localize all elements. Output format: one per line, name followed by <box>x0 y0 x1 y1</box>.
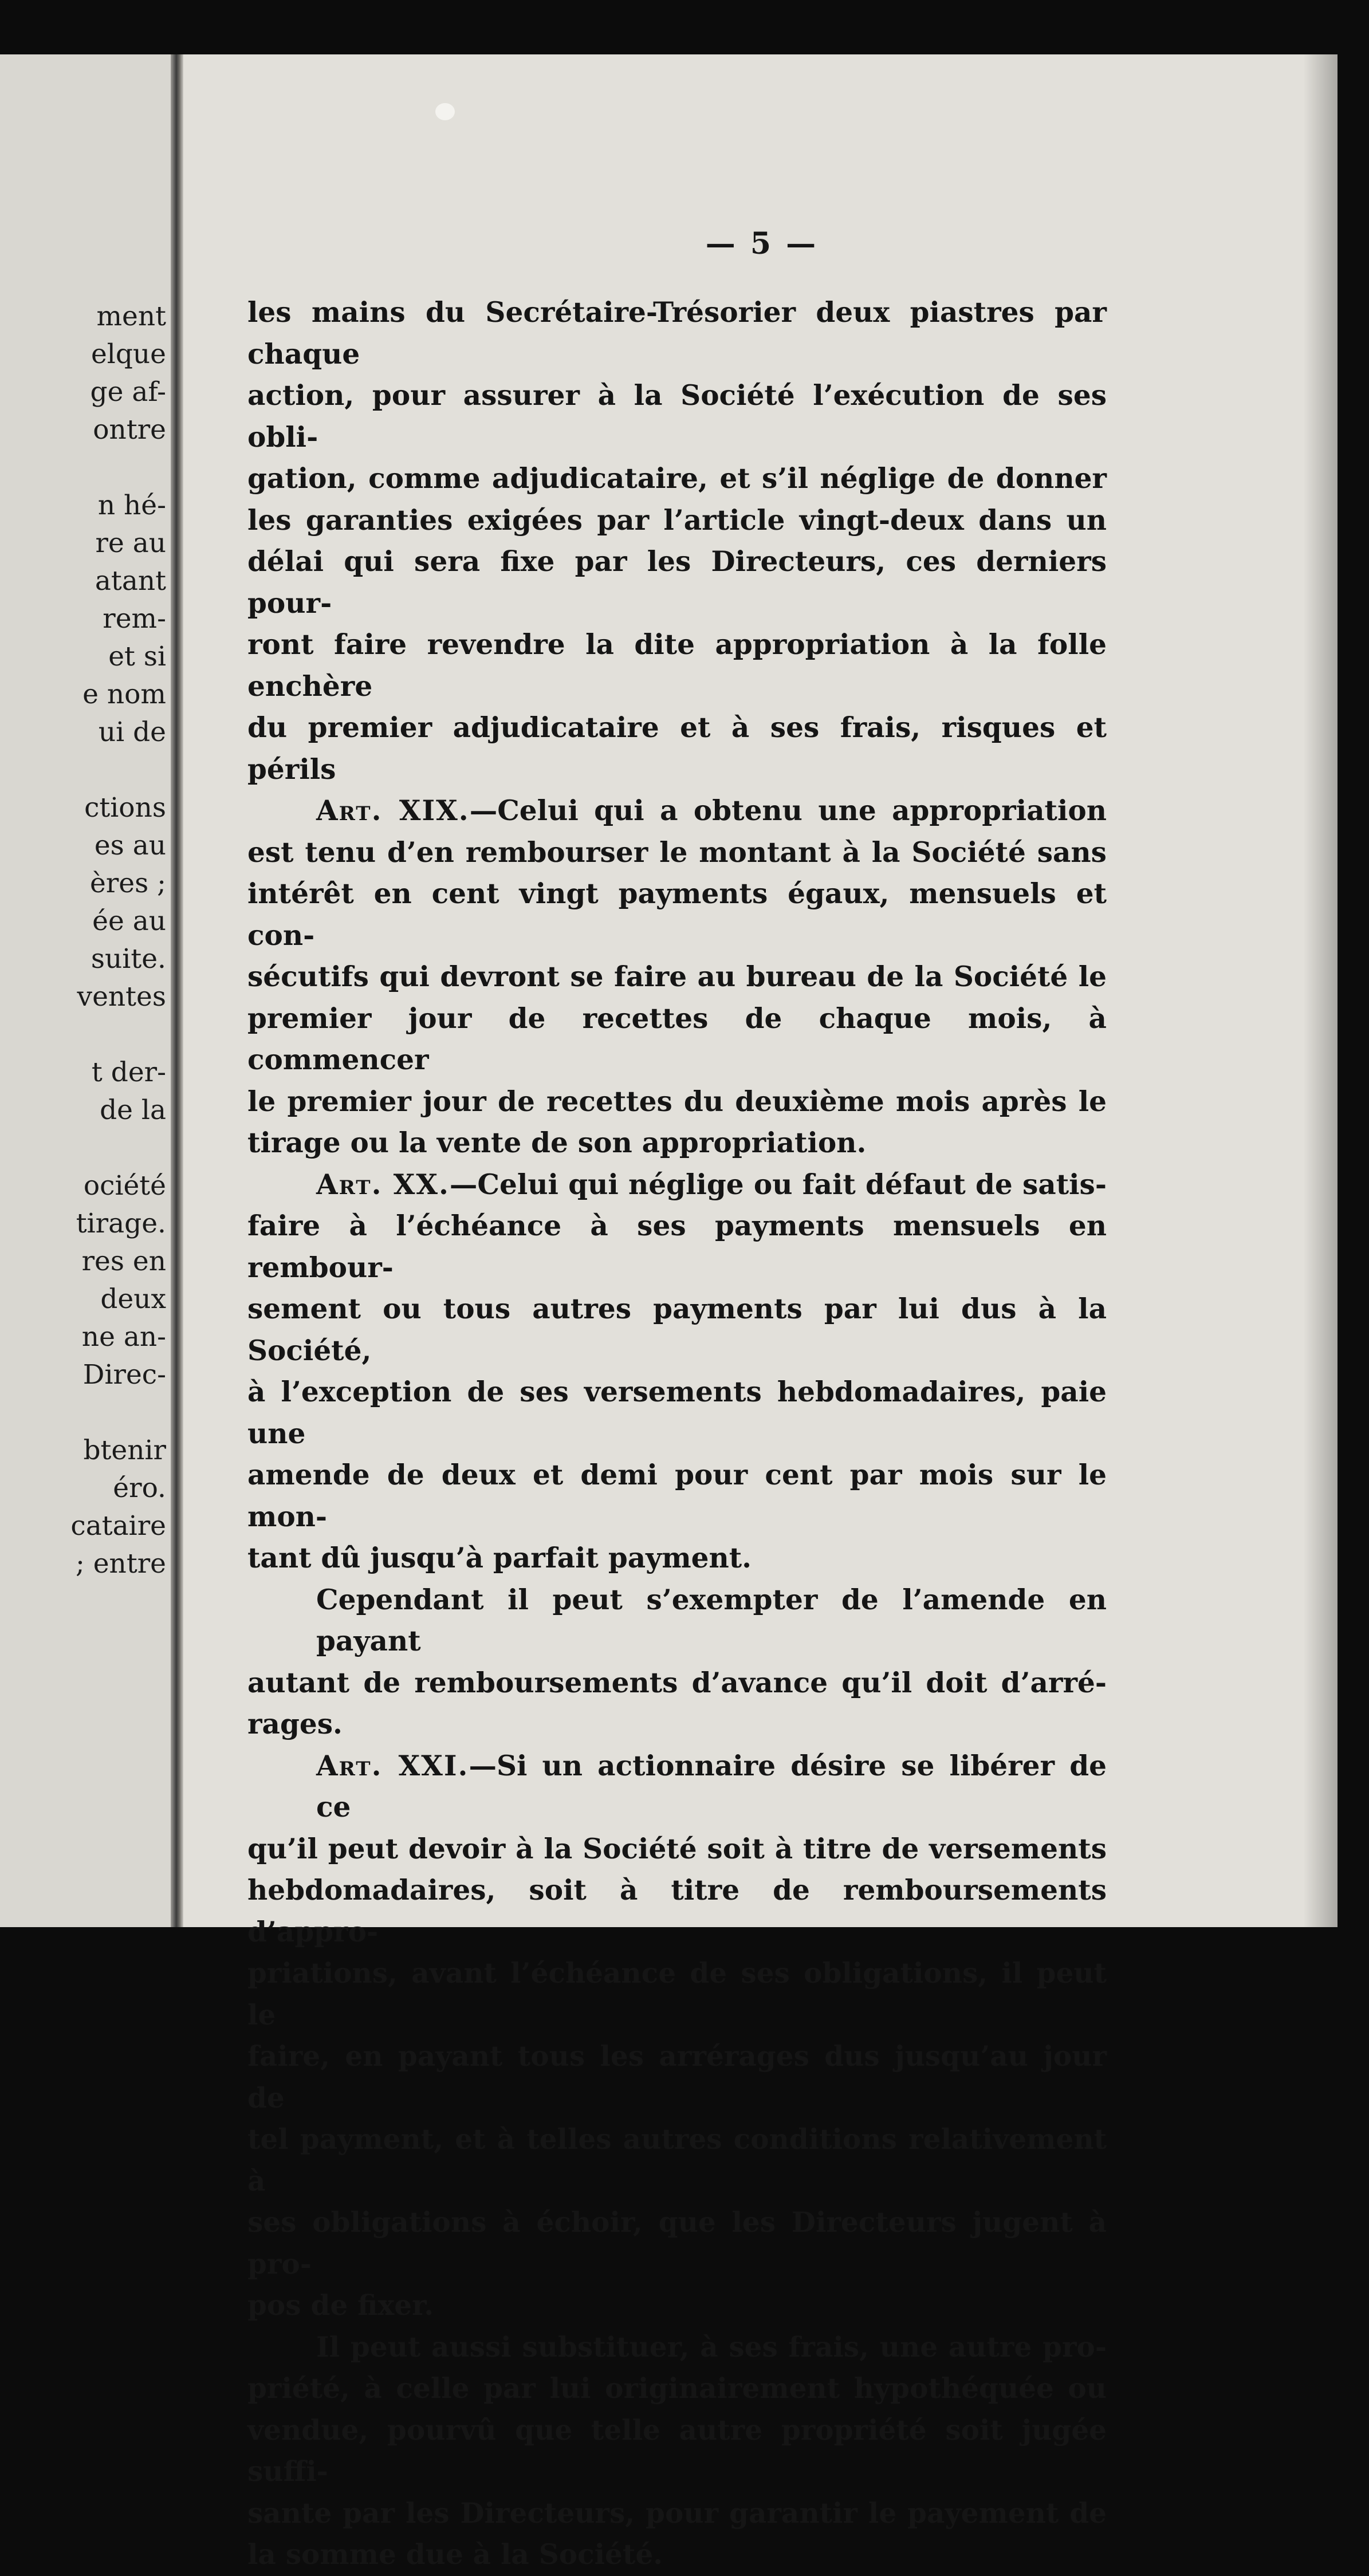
page-number: — 5 — <box>705 226 819 261</box>
text-line: du premier adjudicataire et à ses frais, risques et périls <box>247 711 1107 786</box>
left-page-fragment: deux <box>100 1283 166 1315</box>
text-line <box>247 790 1107 832</box>
text-line: gation, comme adjudicataire, et s’il néglige de donner <box>247 462 1107 495</box>
left-page-fragment: suite. <box>91 943 166 975</box>
right-page <box>183 54 1337 2571</box>
paragraph <box>247 292 1107 790</box>
left-page-fragment: ctions <box>84 792 166 824</box>
left-page-fragment: ée au <box>92 905 166 937</box>
text-line: hebdomadaires, soit à titre de remboursements d’appro- <box>247 1874 1107 1948</box>
left-page-fragment: t der- <box>91 1057 166 1088</box>
left-page-fragment: tirage. <box>76 1208 166 1239</box>
text-line: sécutifs qui devront se faire au bureau de la Société le <box>247 960 1107 993</box>
left-page-fragment: et si <box>108 641 166 672</box>
text-line: ses obligations à échoir, que les Directeurs jugent à pro- <box>247 2206 1107 2280</box>
page-edge-shadow <box>1303 54 1337 1927</box>
text-line-content: —Celui qui néglige ou fait défaut de satis- <box>449 1168 1107 1201</box>
text-line: vendue, pourvû que telle autre propriété soit jugée suffi- <box>247 2413 1107 2488</box>
left-page-fragment: de la <box>100 1094 166 1126</box>
left-page-fragment: cataire <box>70 1510 166 1542</box>
text-line: la somme due à la Société. <box>247 2538 663 2571</box>
left-page-fragment <box>0 1016 166 1054</box>
text-line: rages. <box>247 1708 343 1740</box>
left-page-fragment: ères ; <box>90 868 166 899</box>
paragraph <box>247 1746 1107 2327</box>
left-page-fragment: btenir <box>83 1435 166 1466</box>
text-line: faire, en payant tous les arrérages dus jusqu’au jour de <box>247 2040 1107 2114</box>
text-line: Cependant il peut s’exempter de l’amende en payant <box>316 1583 1107 1657</box>
text-line: intérêt en cent vingt payments égaux, mensuels et con- <box>247 877 1107 952</box>
text-line: qu’il peut devoir à la Société soit à titre de versements <box>247 1832 1107 1865</box>
paper-speck <box>435 103 455 120</box>
book-gutter <box>171 54 183 1927</box>
left-page-fragment: e nom <box>82 679 166 710</box>
left-page-fragment: ui de <box>98 716 166 748</box>
left-page-edge <box>0 54 171 1927</box>
left-page-fragment: ; entre <box>75 1548 166 1580</box>
text-line: tel payment, et à telles autres conditions relativement à <box>247 2123 1107 2197</box>
left-page-fragment: ne an- <box>81 1321 166 1353</box>
left-page-text-fragments <box>0 298 166 1583</box>
text-line: Il peut aussi substituer, à ses frais, une autre pro- <box>316 2330 1107 2364</box>
left-page-fragment <box>0 751 166 789</box>
left-page-fragment: atant <box>95 565 166 597</box>
left-page-fragment: ociété <box>83 1170 166 1202</box>
text-line: premier jour de recettes de chaque mois, à commencer <box>247 1002 1107 1076</box>
text-line: sante par les Directeurs, pour garantir le payement de <box>247 2496 1107 2530</box>
text-line: les mains du Secrétaire-Trésorier deux piastres par chaque <box>247 296 1107 371</box>
left-page-fragment: ontre <box>93 414 166 446</box>
left-page-fragment: ventes <box>77 981 166 1013</box>
text-line: est tenu d’en rembourser le montant à la Société sans <box>247 836 1107 869</box>
paragraph <box>247 2327 1107 2576</box>
text-line: priations, avant l’échéance de ses obligations, il peut le <box>247 1957 1107 2031</box>
scanned-spread <box>0 54 1337 2571</box>
left-page-fragment <box>0 1129 166 1167</box>
text-line: tant dû jusqu’à parfait payment. <box>247 1542 752 1574</box>
article-heading: Art. XIX. <box>316 794 470 827</box>
paragraph <box>247 1164 1107 1580</box>
left-page-fragment <box>0 1394 166 1432</box>
text-line: tirage ou la vente de son appropriation. <box>247 1126 867 1159</box>
article-heading: Art. XX. <box>316 1168 450 1201</box>
text-line: les garanties exigées par l’article vingt-deux dans un <box>247 503 1107 537</box>
text-line: pos de fixer. <box>247 2289 434 2322</box>
left-page-fragment: es au <box>94 830 166 861</box>
left-page-fragment: n hé- <box>97 490 166 521</box>
text-line: à l’exception de ses versements hebdomadaires, paie une <box>247 1376 1107 1450</box>
page-body-text <box>247 292 1107 2576</box>
text-line: sement ou tous autres payments par lui dus à la Société, <box>247 1293 1107 1367</box>
left-page-fragment: re au <box>95 527 166 559</box>
text-line: priété, à celle par lui originairement hypothéquée ou <box>247 2372 1107 2405</box>
left-page-fragment <box>0 449 166 487</box>
text-line: autant de remboursements d’avance qu’il doit d’arré- <box>247 1666 1107 1699</box>
left-page-fragment: rem- <box>103 603 166 635</box>
text-line <box>247 1164 1107 1206</box>
paragraph <box>247 790 1107 1164</box>
text-line: faire à l’échéance à ses payments mensuels en rembour- <box>247 1210 1107 1284</box>
left-page-fragment: éro. <box>113 1472 166 1504</box>
left-page-fragment: elque <box>91 338 166 370</box>
paragraph <box>247 1580 1107 1746</box>
left-page-fragment: ment <box>96 301 166 332</box>
text-line: ront faire revendre la dite appropriation à la folle enchère <box>247 628 1107 703</box>
text-line-content: —Celui qui a obtenu une appropriation <box>469 794 1107 827</box>
text-line: amende de deux et demi pour cent par mois sur le mon- <box>247 1459 1107 1533</box>
text-line <box>247 1746 1107 1829</box>
left-page-fragment: Direc- <box>82 1359 166 1391</box>
text-line: délai qui sera fixe par les Directeurs, ces derniers pour- <box>247 545 1107 620</box>
text-line: action, pour assurer à la Société l’exécution de ses obli- <box>247 379 1107 454</box>
article-heading: Art. XXI. <box>316 1749 469 1782</box>
left-page-fragment: res en <box>81 1246 166 1277</box>
text-line: le premier jour de recettes du deuxième mois après le <box>247 1085 1107 1118</box>
text-line-content: —Si un actionnaire désire se libérer de ce <box>316 1749 1107 1823</box>
left-page-fragment: ge af- <box>90 376 166 408</box>
